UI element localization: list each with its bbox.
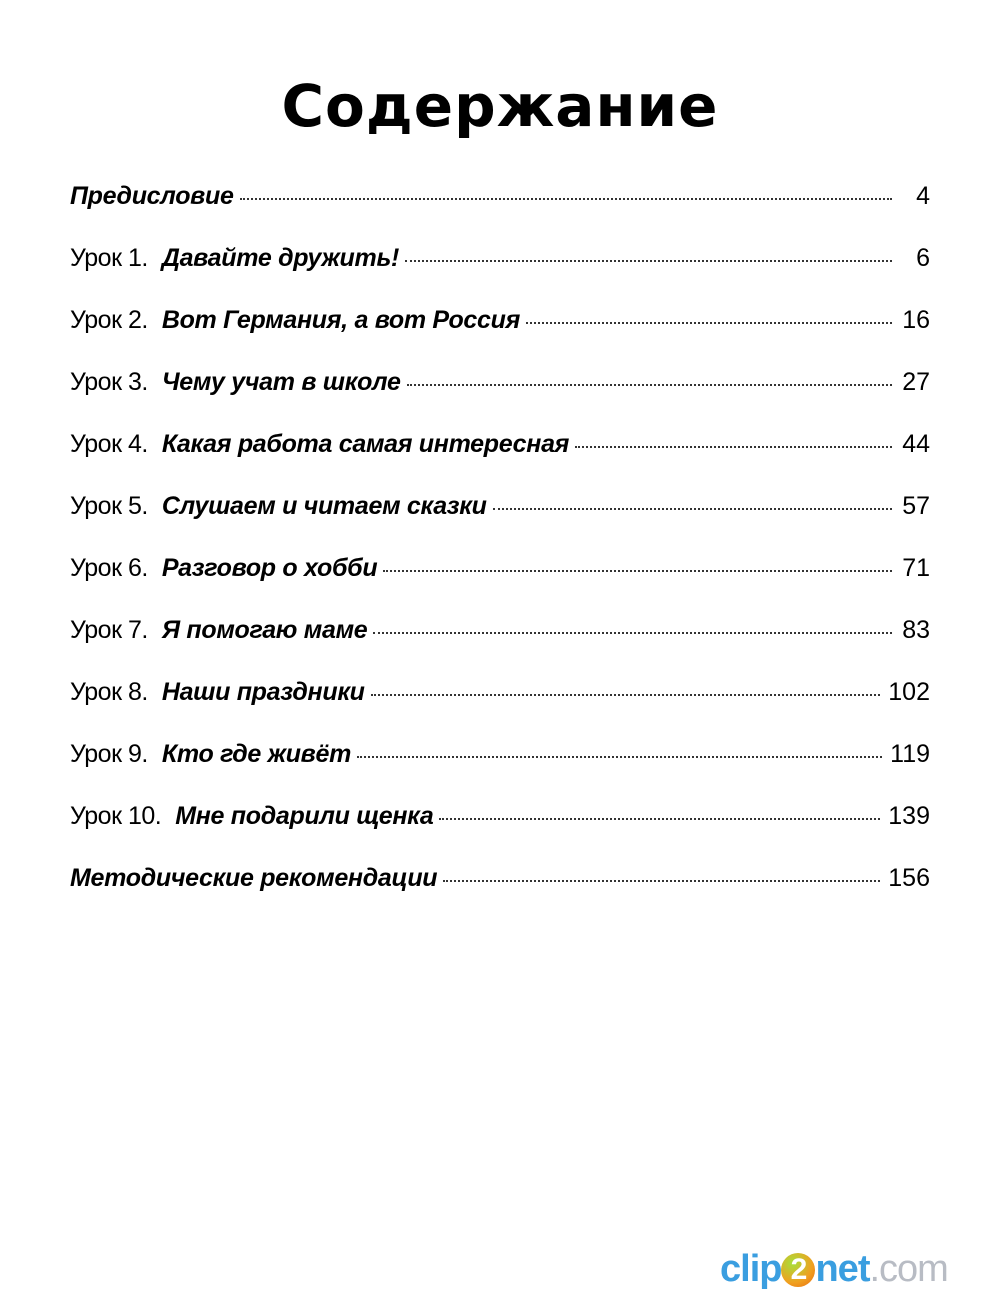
table-of-contents (70, 182, 930, 926)
lesson-number: Урок 2. (70, 306, 148, 334)
entry-title: Давайте дружить! (161, 244, 400, 272)
entry-title: Какая работа самая интересная (161, 430, 570, 458)
page-number: 57 (902, 492, 930, 520)
toc-entry[interactable] (70, 616, 930, 678)
dot-leader (357, 756, 882, 758)
entry-title: Чему учат в школе (161, 368, 401, 396)
entry-title: Предисловие (70, 182, 234, 210)
lesson-number: Урок 6. (70, 554, 148, 582)
dot-leader (407, 384, 892, 386)
toc-entry[interactable] (70, 430, 930, 492)
lesson-number: Урок 4. (70, 430, 148, 458)
toc-entry[interactable] (70, 740, 930, 802)
dot-leader (526, 322, 892, 324)
toc-entry[interactable] (70, 182, 930, 244)
page-number: 102 (888, 678, 930, 706)
page-number: 27 (902, 368, 930, 396)
dot-leader (575, 446, 892, 448)
dot-leader (383, 570, 892, 572)
page-number: 156 (888, 864, 930, 892)
lesson-number: Урок 8. (70, 678, 148, 706)
watermark-text: clip (720, 1248, 782, 1290)
page-number: 6 (916, 244, 930, 272)
toc-entry[interactable] (70, 864, 930, 926)
dot-leader (405, 260, 892, 262)
toc-entry[interactable] (70, 368, 930, 430)
page-number: 119 (890, 740, 930, 768)
toc-entry[interactable] (70, 492, 930, 554)
entry-title: Разговор о хобби (161, 554, 378, 582)
entry-title: Кто где живёт (161, 740, 352, 768)
page-number: 16 (902, 306, 930, 334)
entry-title: Я помогаю маме (161, 616, 368, 644)
toc-entry[interactable] (70, 244, 930, 306)
page-number: 44 (902, 430, 930, 458)
dot-leader (493, 508, 892, 510)
entry-title: Наши праздники (161, 678, 365, 706)
page-title: Содержание (281, 72, 719, 140)
dot-leader (240, 198, 892, 200)
entry-title: Мне подарили щенка (175, 802, 434, 830)
watermark-domain: .com (869, 1248, 948, 1290)
lesson-number: Урок 5. (70, 492, 148, 520)
lesson-number: Урок 10. (70, 802, 162, 830)
toc-entry[interactable] (70, 306, 930, 368)
toc-entry[interactable] (70, 802, 930, 864)
dot-leader (373, 632, 892, 634)
watermark-logo-icon: 2 (781, 1253, 815, 1287)
lesson-number: Урок 3. (70, 368, 148, 396)
lesson-number: Урок 9. (70, 740, 148, 768)
dot-leader (443, 880, 880, 882)
page-number: 83 (902, 616, 930, 644)
entry-title: Вот Германия, а вот Россия (161, 306, 521, 334)
toc-entry[interactable] (70, 678, 930, 740)
page-number: 139 (888, 802, 930, 830)
page-number: 71 (902, 554, 930, 582)
lesson-number: Урок 1. (70, 244, 148, 272)
page-number: 4 (916, 182, 930, 210)
lesson-number: Урок 7. (70, 616, 148, 644)
dot-leader (439, 818, 880, 820)
entry-title: Слушаем и читаем сказки (161, 492, 487, 520)
watermark-text: net (815, 1248, 870, 1290)
toc-entry[interactable] (70, 554, 930, 616)
entry-title: Методические рекомендации (70, 864, 438, 892)
clip2net-watermark (720, 1248, 948, 1291)
dot-leader (371, 694, 881, 696)
